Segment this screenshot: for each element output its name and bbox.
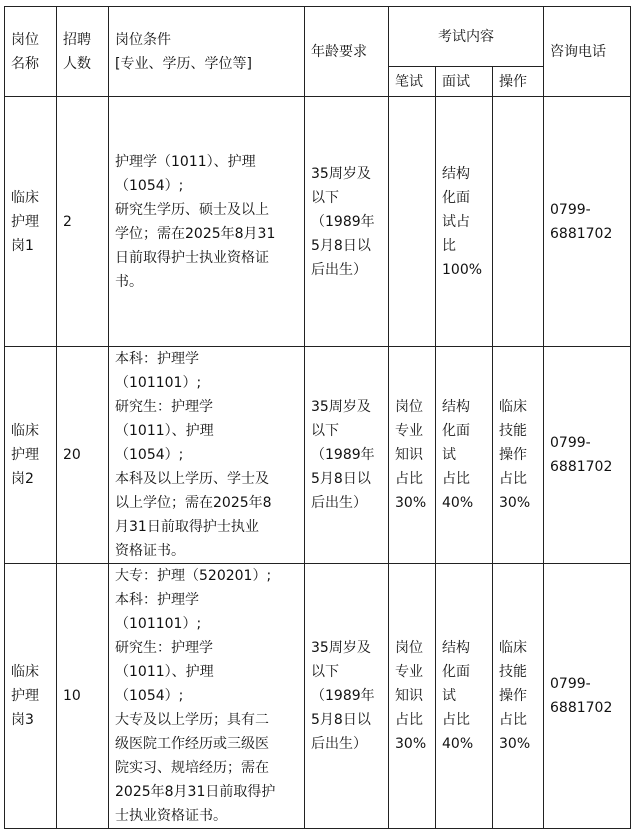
cell-interview: 结构 化面 试 占比 40%	[436, 564, 493, 829]
header-exam-practical: 操作	[493, 67, 544, 97]
cell-age: 35周岁及 以下 （1989年 5月8日以 后出生）	[305, 564, 389, 829]
cell-written	[389, 97, 436, 347]
header-row	[5, 7, 631, 67]
cell-phone: 0799- 6881702	[544, 347, 631, 564]
cell-practical	[493, 97, 544, 347]
header-exam-interview: 面试	[436, 67, 493, 97]
header-conditions: 岗位条件 [专业、学历、学位等]	[109, 7, 305, 97]
header-phone: 咨询电话	[544, 7, 631, 97]
cell-practical: 临床 技能 操作 占比 30%	[493, 564, 544, 829]
cell-count: 20	[57, 347, 109, 564]
table-row	[5, 564, 631, 829]
cell-position: 临床 护理 岗2	[5, 347, 57, 564]
cell-practical: 临床 技能 操作 占比 30%	[493, 347, 544, 564]
cell-written: 岗位 专业 知识 占比 30%	[389, 347, 436, 564]
cell-age: 35周岁及 以下 （1989年 5月8日以 后出生）	[305, 347, 389, 564]
header-age: 年龄要求	[305, 7, 389, 97]
cell-position: 临床 护理 岗1	[5, 97, 57, 347]
header-exam-written: 笔试	[389, 67, 436, 97]
recruitment-table	[4, 6, 631, 829]
cell-conditions: 本科：护理学 （101101）; 研究生：护理学 （1011）、护理 （1054）; 本科及以上学历、学士及 以上学位；需在2025年8 月31日前取得护士执业 资格证书。	[109, 347, 305, 564]
header-exam: 考试内容	[389, 7, 544, 67]
cell-conditions: 大专：护理（520201）; 本科：护理学 （101101）; 研究生：护理学 （1011）、护理 （1054）; 大专及以上学历；具有二 级医院工作经历或三级医 院实习、规培经历；需在 2025年8月31日前取得护 士执业资格证书。	[109, 564, 305, 829]
cell-interview: 结构 化面 试占 比 100%	[436, 97, 493, 347]
cell-phone: 0799- 6881702	[544, 564, 631, 829]
header-recruit-count: 招聘 人数	[57, 7, 109, 97]
cell-phone: 0799- 6881702	[544, 97, 631, 347]
header-position-name: 岗位 名称	[5, 7, 57, 97]
table-row	[5, 347, 631, 564]
table-row	[5, 97, 631, 347]
cell-position: 临床 护理 岗3	[5, 564, 57, 829]
cell-conditions: 护理学（1011）、护理 （1054）; 研究生学历、硕士及以上 学位；需在2025年8月31 日前取得护士执业资格证 书。	[109, 97, 305, 347]
cell-age: 35周岁及 以下 （1989年 5月8日以 后出生）	[305, 97, 389, 347]
cell-interview: 结构 化面 试 占比 40%	[436, 347, 493, 564]
cell-count: 10	[57, 564, 109, 829]
cell-written: 岗位 专业 知识 占比 30%	[389, 564, 436, 829]
cell-count: 2	[57, 97, 109, 347]
